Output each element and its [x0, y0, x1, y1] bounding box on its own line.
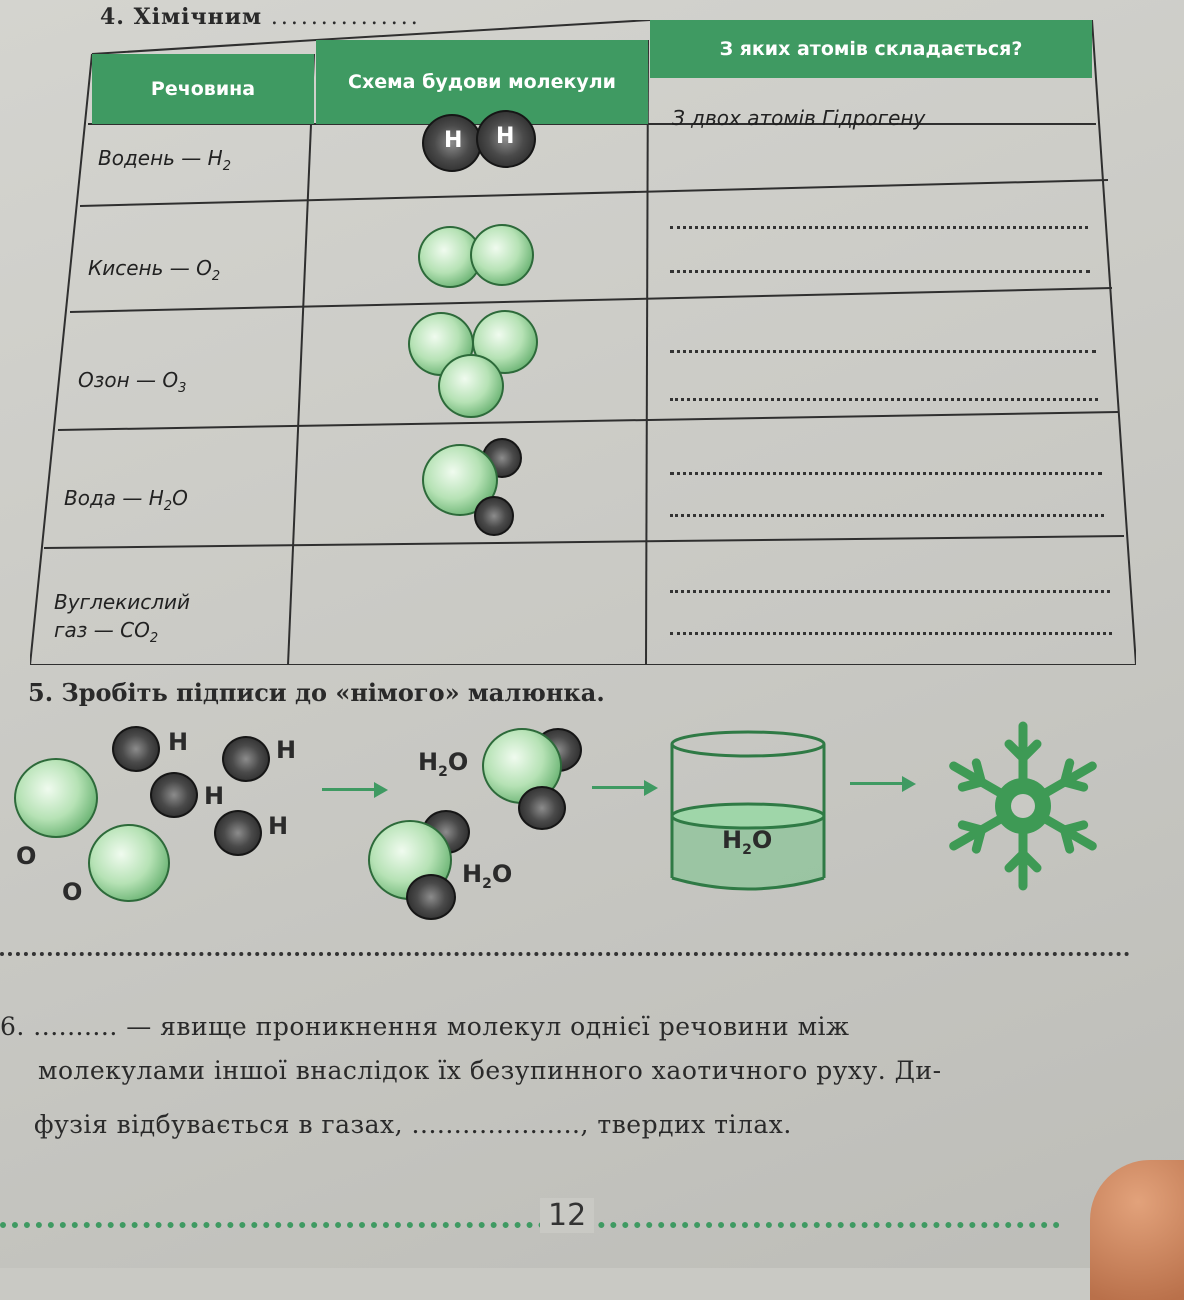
answer-line[interactable] — [670, 350, 1096, 353]
water-formula-label: $H_2O$ — [722, 826, 773, 858]
footer-dotted-line — [0, 1222, 1060, 1228]
hydrogen-atom — [222, 736, 270, 782]
oxygen-atom — [88, 824, 170, 902]
row-oxygen-name: Кисень — $O_2$ — [88, 256, 221, 284]
arrow-icon — [850, 782, 912, 785]
header-scheme: Схема будови молекули — [316, 40, 648, 124]
h-label: H — [268, 812, 289, 840]
beaker-icon — [664, 728, 834, 894]
answer-line[interactable] — [670, 514, 1104, 517]
row-hydrogen-answer: З двох атомів Гідрогену — [672, 106, 926, 130]
answer-line[interactable] — [670, 632, 1112, 635]
hydrogen-atom — [406, 874, 456, 920]
answer-line[interactable] — [670, 398, 1098, 401]
h-label: H — [204, 782, 225, 810]
snowflake-icon — [930, 720, 1116, 892]
row-co2-name: Вуглекислий газ — $CO_2$ — [54, 590, 191, 646]
page-number: 12 — [540, 1198, 594, 1233]
task-6-line-1: 6. .......... — явище проникнення молекул однієї речовини між — [0, 1012, 850, 1041]
o-label: O — [62, 878, 83, 906]
task-6-line-2: молекулами іншої внаслідок їх безупинного хаотичного руху. Ди- — [38, 1056, 942, 1085]
h-label: H — [276, 736, 297, 764]
h-label: H — [168, 728, 189, 756]
answer-line[interactable] — [670, 226, 1088, 229]
water-formula-label: $H_2O$ — [462, 860, 513, 892]
task-4-heading: 4. Хімічним ............... — [100, 4, 421, 30]
row-hydrogen-name: Водень — $H_2$ — [98, 146, 231, 174]
header-atoms: З яких атомів складається? — [650, 20, 1092, 78]
row-ozone-name: Озон — $O_3$ — [78, 368, 187, 396]
hydrogen-atom — [214, 810, 262, 856]
water-formula-label: $H_2O$ — [418, 748, 469, 780]
h-label: H — [496, 124, 515, 149]
oxygen-atom — [14, 758, 98, 838]
task-6-line-3: фузія відбувається в газах, ...................., твердих тілах. — [34, 1110, 792, 1139]
arrow-icon — [322, 788, 384, 791]
h-label: H — [444, 128, 463, 153]
hydrogen-atom — [518, 786, 566, 830]
row-water-name: Вода — $H_2O$ — [64, 486, 188, 514]
answer-line[interactable] — [0, 952, 1130, 956]
hydrogen-atom — [150, 772, 198, 818]
finger — [1090, 1160, 1184, 1300]
answer-line[interactable] — [670, 472, 1102, 475]
o-label: O — [16, 842, 37, 870]
oxygen-atom — [438, 354, 504, 418]
hydrogen-atom — [474, 496, 514, 536]
answer-line[interactable] — [670, 270, 1090, 273]
task-5-heading: 5. Зробіть підписи до «німого» малюнка. — [28, 678, 605, 707]
molecule-table — [30, 20, 1136, 665]
oxygen-atom — [470, 224, 534, 286]
arrow-icon — [592, 786, 654, 789]
answer-line[interactable] — [670, 590, 1110, 593]
header-substance: Речовина — [92, 54, 314, 124]
hydrogen-atom — [112, 726, 160, 772]
